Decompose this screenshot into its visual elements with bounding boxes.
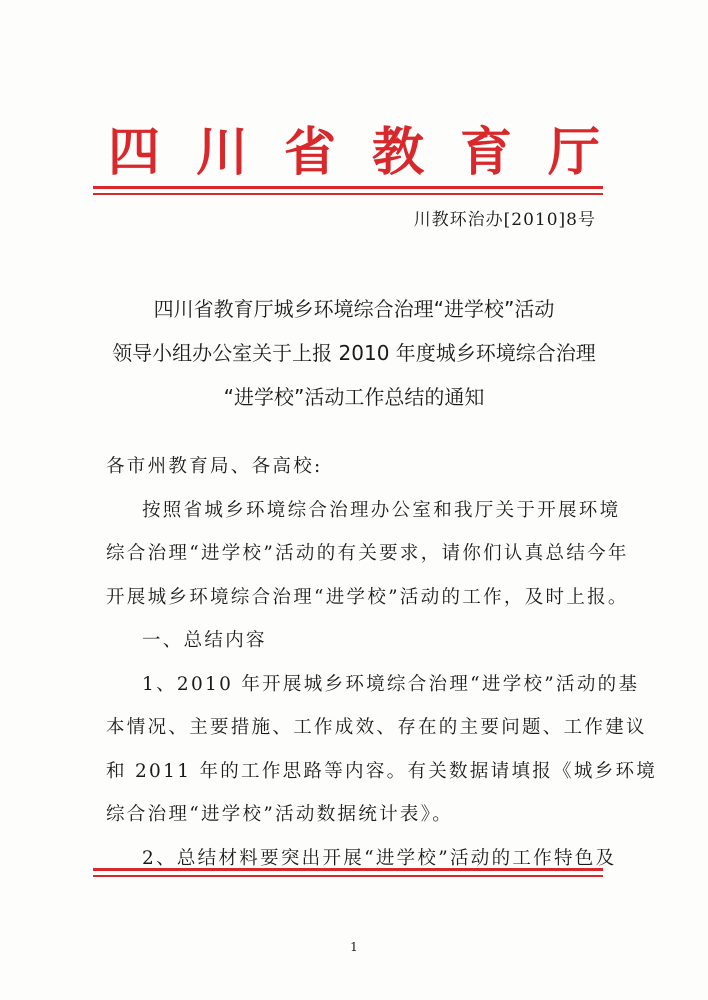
subject-line-1: 四川省教育厅城乡环境综合治理“进学校”活动 <box>153 297 555 321</box>
page-number: 1 <box>350 940 358 954</box>
header-red-rule-thick <box>93 186 603 189</box>
intro-line-3: 开展城乡环境综合治理“进学校”活动的工作，及时上报。 <box>106 586 629 608</box>
intro-line-2: 综合治理“进学校”活动的有关要求，请你们认真总结今年 <box>106 543 629 564</box>
header-red-rule-thin <box>93 193 603 195</box>
issuing-agency-header: 四川省教育厅 <box>107 123 636 183</box>
item1-line-4: 综合治理“进学校”活动数据统计表》。 <box>106 804 454 825</box>
item1-line-2: 本情况、主要措施、工作成效、存在的主要问题、工作建议 <box>106 717 647 738</box>
subject-line-2: 领导小组办公室关于上报 2010 年度城乡环境综合治理 <box>112 341 596 365</box>
item1-line-1: 1、2010 年开展城乡环境综合治理“进学校”活动的基 <box>142 673 640 695</box>
salutation: 各市州教育局、各高校: <box>106 456 323 477</box>
item1-line-3: 和 2011 年的工作思路等内容。有关数据请填报《城乡环境 <box>106 760 658 782</box>
section-heading-summary-content: 一、总结内容 <box>142 630 267 651</box>
footer-red-rule-thick <box>93 868 603 871</box>
subject-line-3: “进学校”活动工作总结的通知 <box>223 385 485 409</box>
intro-line-1: 按照省城乡环境综合治理办公室和我厅关于开展环境 <box>142 499 621 521</box>
footer-red-rule-thin <box>93 875 603 877</box>
document-body <box>106 445 658 880</box>
document-subject <box>0 287 708 419</box>
document-number: 川教环治办[2010]8号 <box>413 210 596 230</box>
item2-line-1: 2、总结材料要突出开展“进学校”活动的工作特色及 <box>142 847 617 869</box>
